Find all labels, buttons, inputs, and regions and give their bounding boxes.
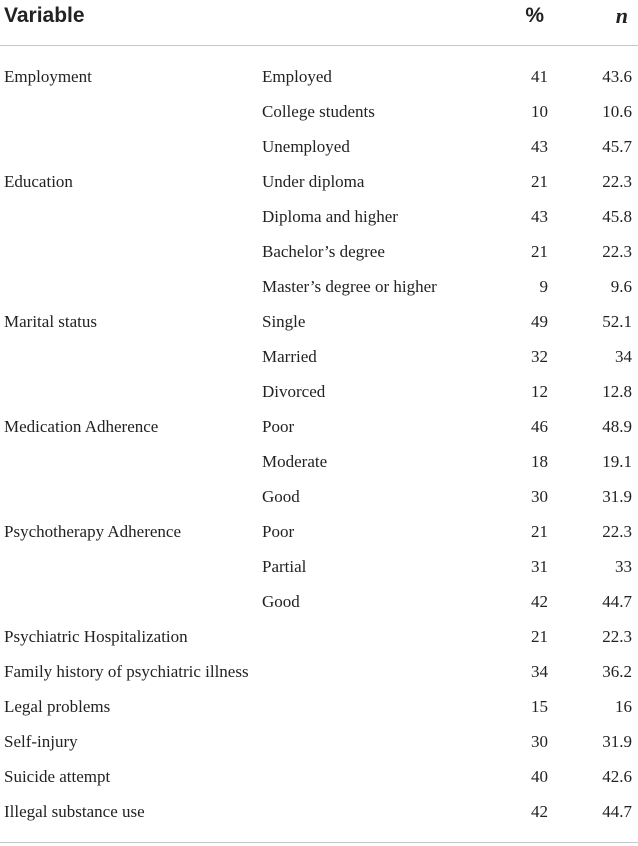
n-cell: 31.9 <box>602 487 632 506</box>
table-row <box>0 619 638 654</box>
percent-cell: 18 <box>531 452 548 471</box>
category-cell: Unemployed <box>262 137 350 156</box>
table-row <box>0 269 638 304</box>
category-cell: Good <box>262 592 300 611</box>
n-cell: 45.8 <box>602 207 632 226</box>
n-cell: 44.7 <box>602 592 632 611</box>
percent-cell: 15 <box>531 697 548 716</box>
category-cell: Good <box>262 487 300 506</box>
n-cell: 42.6 <box>602 767 632 786</box>
percent-cell: 9 <box>539 277 548 296</box>
table-row <box>0 199 638 234</box>
table-row <box>0 514 638 549</box>
percent-cell: 31 <box>531 557 548 576</box>
percent-cell: 43 <box>531 207 548 226</box>
category-cell: College students <box>262 102 375 121</box>
n-cell: 10.6 <box>602 102 632 121</box>
variable-cell: Family history of psychiatric illness <box>4 662 249 681</box>
table-row <box>0 164 638 199</box>
percent-cell: 42 <box>531 802 548 821</box>
variable-cell: Education <box>4 172 73 191</box>
percent-cell: 21 <box>531 627 548 646</box>
category-cell: Employed <box>262 67 332 86</box>
percent-cell: 40 <box>531 767 548 786</box>
category-cell: Under diploma <box>262 172 365 191</box>
percent-cell: 49 <box>531 312 548 331</box>
n-cell: 9.6 <box>610 277 632 296</box>
variable-cell: Self-injury <box>4 732 78 751</box>
variable-cell: Illegal substance use <box>4 802 145 821</box>
n-cell: 22.3 <box>602 242 632 261</box>
category-cell: Partial <box>262 557 307 576</box>
n-cell: 16 <box>615 697 632 716</box>
category-cell: Master’s degree or higher <box>262 277 437 296</box>
percent-cell: 46 <box>531 417 548 436</box>
table-row <box>0 689 638 724</box>
table-row <box>0 794 638 829</box>
table-row <box>0 584 638 619</box>
percent-cell: 41 <box>531 67 548 86</box>
n-cell: 31.9 <box>602 732 632 751</box>
variable-cell: Psychotherapy Adherence <box>4 522 182 541</box>
category-cell: Moderate <box>262 452 328 471</box>
percent-cell: 34 <box>531 662 548 681</box>
variable-cell: Suicide attempt <box>4 767 111 786</box>
percent-cell: 30 <box>531 487 548 506</box>
table-row <box>0 234 638 269</box>
n-cell: 44.7 <box>602 802 632 821</box>
n-cell: 36.2 <box>602 662 632 681</box>
percent-cell: 43 <box>531 137 548 156</box>
percent-cell: 32 <box>531 347 548 366</box>
n-cell: 43.6 <box>602 67 632 86</box>
n-cell: 45.7 <box>602 137 632 156</box>
table-bottom-divider <box>0 842 638 843</box>
table-header <box>0 0 638 46</box>
category-cell: Single <box>262 312 306 331</box>
percent-cell: 21 <box>531 172 548 191</box>
percent-cell: 42 <box>531 592 548 611</box>
table-row <box>0 444 638 479</box>
n-cell: 48.9 <box>602 417 632 436</box>
category-cell: Poor <box>262 522 295 541</box>
table-row <box>0 94 638 129</box>
table-row <box>0 59 638 94</box>
header-divider <box>0 45 638 46</box>
table-row <box>0 479 638 514</box>
category-cell: Divorced <box>262 382 326 401</box>
n-cell: 22.3 <box>602 522 632 541</box>
variable-cell: Medication Adherence <box>4 417 159 436</box>
percent-column-header: % <box>525 4 544 27</box>
percent-cell: 21 <box>531 242 548 261</box>
table-row <box>0 129 638 164</box>
table-row <box>0 759 638 794</box>
table-row <box>0 409 638 444</box>
n-cell: 12.8 <box>602 382 632 401</box>
percent-cell: 30 <box>531 732 548 751</box>
table-row <box>0 339 638 374</box>
category-cell: Bachelor’s degree <box>262 242 385 261</box>
table-row <box>0 304 638 339</box>
n-cell: 33 <box>615 557 632 576</box>
n-cell: 34 <box>615 347 632 366</box>
n-cell: 22.3 <box>602 627 632 646</box>
variable-cell: Legal problems <box>4 697 111 716</box>
n-column-header: n <box>615 3 628 28</box>
category-cell: Poor <box>262 417 295 436</box>
percent-cell: 12 <box>531 382 548 401</box>
category-cell: Married <box>262 347 317 366</box>
table-row <box>0 549 638 584</box>
variable-cell: Marital status <box>4 312 98 331</box>
n-cell: 22.3 <box>602 172 632 191</box>
table-row <box>0 654 638 689</box>
n-cell: 52.1 <box>602 312 632 331</box>
variable-cell: Employment <box>4 67 92 86</box>
percent-cell: 21 <box>531 522 548 541</box>
variable-cell: Psychiatric Hospitalization <box>4 627 188 646</box>
n-cell: 19.1 <box>602 452 632 471</box>
category-cell: Diploma and higher <box>262 207 398 226</box>
variable-column-header: Variable <box>4 4 85 27</box>
table-row <box>0 374 638 409</box>
table-row <box>0 724 638 759</box>
percent-cell: 10 <box>531 102 548 121</box>
